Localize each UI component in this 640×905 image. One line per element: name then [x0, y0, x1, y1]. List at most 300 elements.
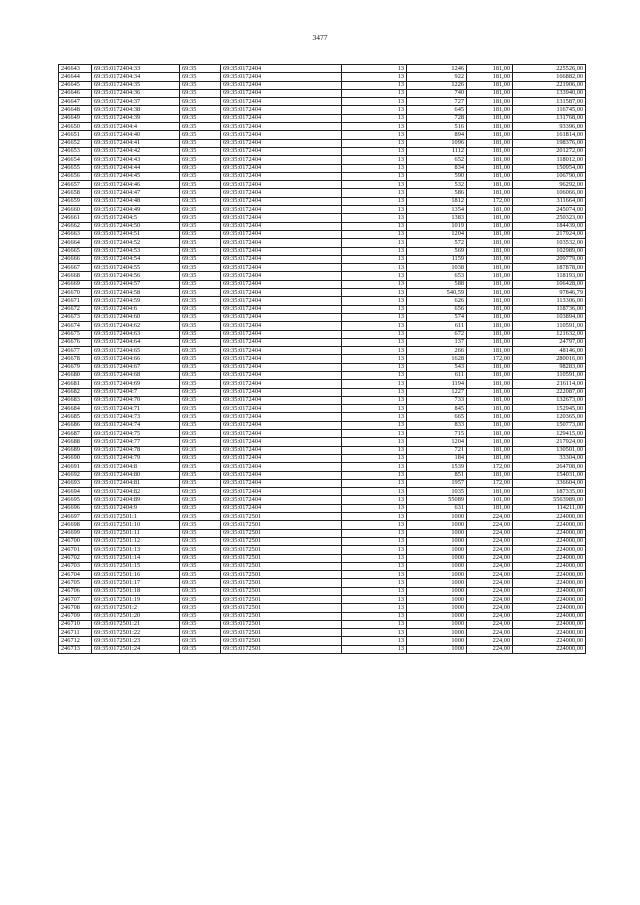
table-row [59, 537, 586, 545]
rate-cell: 181,00 [467, 239, 513, 247]
cadastral-number-cell: 69:35:0172404:53 [92, 247, 180, 255]
area-cell: 569 [407, 247, 467, 255]
value-cell: 150954,00 [513, 164, 586, 172]
rate-cell: 224,00 [467, 620, 513, 628]
table-row [59, 645, 586, 653]
table-row [59, 239, 586, 247]
region-code-cell: 69:35 [180, 637, 221, 645]
row-id-cell: 246646 [59, 89, 92, 97]
cadastral-block-cell: 69:35:0172404 [221, 371, 342, 379]
region-code-cell: 69:35 [180, 371, 221, 379]
category-code-cell: 13 [342, 222, 407, 230]
cadastral-block-cell: 69:35:0172501 [221, 587, 342, 595]
category-code-cell: 13 [342, 546, 407, 554]
table-row [59, 272, 586, 280]
category-code-cell: 13 [342, 463, 407, 471]
rate-cell: 181,00 [467, 206, 513, 214]
table-row [59, 388, 586, 396]
cadastral-block-cell: 69:35:0172404 [221, 313, 342, 321]
cadastral-number-cell: 69:35:0172404:56 [92, 272, 180, 280]
row-id-cell: 246681 [59, 380, 92, 388]
value-cell: 245074,00 [513, 206, 586, 214]
area-cell: 1159 [407, 255, 467, 263]
rate-cell: 181,00 [467, 363, 513, 371]
page-number: 3477 [312, 33, 328, 42]
region-code-cell: 69:35 [180, 396, 221, 404]
cadastral-block-cell: 69:35:0172404 [221, 197, 342, 205]
category-code-cell: 13 [342, 529, 407, 537]
category-code-cell: 13 [342, 247, 407, 255]
area-cell: 611 [407, 371, 467, 379]
table-row [59, 363, 586, 371]
area-cell: 672 [407, 330, 467, 338]
cadastral-block-cell: 69:35:0172404 [221, 114, 342, 122]
category-code-cell: 13 [342, 396, 407, 404]
rate-cell: 181,00 [467, 322, 513, 330]
rate-cell: 181,00 [467, 454, 513, 462]
category-code-cell: 13 [342, 139, 407, 147]
rate-cell: 224,00 [467, 529, 513, 537]
row-id-cell: 246670 [59, 289, 92, 297]
cadastral-number-cell: 69:35:0172404:81 [92, 479, 180, 487]
table-row [59, 181, 586, 189]
table-row [59, 106, 586, 114]
region-code-cell: 69:35 [180, 313, 221, 321]
value-cell: 216114,00 [513, 380, 586, 388]
value-cell: 24797,00 [513, 338, 586, 346]
cadastral-number-cell: 69:35:0172404:41 [92, 139, 180, 147]
row-id-cell: 246705 [59, 579, 92, 587]
rate-cell: 224,00 [467, 587, 513, 595]
region-code-cell: 69:35 [180, 98, 221, 106]
rate-cell: 181,00 [467, 280, 513, 288]
value-cell: 161814,00 [513, 131, 586, 139]
region-code-cell: 69:35 [180, 596, 221, 604]
region-code-cell: 69:35 [180, 513, 221, 521]
value-cell: 130501,00 [513, 446, 586, 454]
cadastral-number-cell: 69:35:0172404:50 [92, 222, 180, 230]
cadastral-number-cell: 69:35:0172404:64 [92, 338, 180, 346]
area-cell: 1000 [407, 612, 467, 620]
cadastral-block-cell: 69:35:0172404 [221, 388, 342, 396]
row-id-cell: 246693 [59, 479, 92, 487]
region-code-cell: 69:35 [180, 214, 221, 222]
cadastral-number-cell: 69:35:0172404:73 [92, 413, 180, 421]
region-code-cell: 69:35 [180, 255, 221, 263]
cadastral-block-cell: 69:35:0172501 [221, 513, 342, 521]
cadastral-number-cell: 69:35:0172501:19 [92, 596, 180, 604]
cadastral-number-cell: 69:35:0172404:60 [92, 313, 180, 321]
cadastral-number-cell: 69:35:0172501:11 [92, 529, 180, 537]
value-cell: 217924,00 [513, 438, 586, 446]
cadastral-number-cell: 69:35:0172501:13 [92, 546, 180, 554]
category-code-cell: 13 [342, 131, 407, 139]
table-row [59, 330, 586, 338]
area-cell: 851 [407, 471, 467, 479]
region-code-cell: 69:35 [180, 230, 221, 238]
region-code-cell: 69:35 [180, 305, 221, 313]
cadastral-number-cell: 69:35:0172501:24 [92, 645, 180, 653]
rate-cell: 181,00 [467, 504, 513, 512]
row-id-cell: 246656 [59, 172, 92, 180]
rate-cell: 181,00 [467, 272, 513, 280]
region-code-cell: 69:35 [180, 562, 221, 570]
region-code-cell: 69:35 [180, 197, 221, 205]
row-id-cell: 246677 [59, 347, 92, 355]
category-code-cell: 13 [342, 89, 407, 97]
table-row [59, 206, 586, 214]
cadastral-block-cell: 69:35:0172404 [221, 322, 342, 330]
area-cell: 1000 [407, 579, 467, 587]
row-id-cell: 246710 [59, 620, 92, 628]
cadastral-block-cell: 69:35:0172404 [221, 139, 342, 147]
cadastral-block-cell: 69:35:0172404 [221, 355, 342, 363]
region-code-cell: 69:35 [180, 322, 221, 330]
category-code-cell: 13 [342, 280, 407, 288]
category-code-cell: 13 [342, 355, 407, 363]
cadastral-number-cell: 69:35:0172501:17 [92, 579, 180, 587]
area-cell: 1000 [407, 521, 467, 529]
category-code-cell: 13 [342, 388, 407, 396]
area-cell: 540,59 [407, 289, 467, 297]
cadastral-block-cell: 69:35:0172404 [221, 89, 342, 97]
rate-cell: 181,00 [467, 471, 513, 479]
table-row [59, 147, 586, 155]
category-code-cell: 13 [342, 521, 407, 529]
row-id-cell: 246686 [59, 421, 92, 429]
row-id-cell: 246689 [59, 446, 92, 454]
category-code-cell: 13 [342, 438, 407, 446]
category-code-cell: 13 [342, 264, 407, 272]
category-code-cell: 13 [342, 313, 407, 321]
cadastral-block-cell: 69:35:0172404 [221, 405, 342, 413]
area-cell: 1019 [407, 222, 467, 230]
value-cell: 103532,00 [513, 239, 586, 247]
cadastral-block-cell: 69:35:0172404 [221, 446, 342, 454]
value-cell: 224000,00 [513, 596, 586, 604]
value-cell: 113306,00 [513, 297, 586, 305]
cadastral-block-cell: 69:35:0172404 [221, 338, 342, 346]
row-id-cell: 246713 [59, 645, 92, 653]
category-code-cell: 13 [342, 479, 407, 487]
region-code-cell: 69:35 [180, 189, 221, 197]
region-code-cell: 69:35 [180, 579, 221, 587]
cadastral-number-cell: 69:35:0172501:10 [92, 521, 180, 529]
table-row [59, 496, 586, 504]
area-cell: 516 [407, 123, 467, 131]
region-code-cell: 69:35 [180, 264, 221, 272]
region-code-cell: 69:35 [180, 571, 221, 579]
cadastral-block-cell: 69:35:0172404 [221, 65, 342, 73]
row-id-cell: 246701 [59, 546, 92, 554]
value-cell: 152945,00 [513, 405, 586, 413]
value-cell: 224000,00 [513, 620, 586, 628]
region-code-cell: 69:35 [180, 388, 221, 396]
table-row [59, 637, 586, 645]
area-cell: 665 [407, 413, 467, 421]
area-cell: 631 [407, 504, 467, 512]
cadastral-number-cell: 69:35:0172404:71 [92, 405, 180, 413]
value-cell: 133940,00 [513, 89, 586, 97]
cadastral-block-cell: 69:35:0172404 [221, 131, 342, 139]
row-id-cell: 246676 [59, 338, 92, 346]
rate-cell: 181,00 [467, 396, 513, 404]
value-cell: 222087,00 [513, 388, 586, 396]
category-code-cell: 13 [342, 297, 407, 305]
value-cell: 209779,00 [513, 255, 586, 263]
table-row [59, 197, 586, 205]
table-row [59, 131, 586, 139]
value-cell: 224000,00 [513, 529, 586, 537]
area-cell: 1000 [407, 529, 467, 537]
row-id-cell: 246702 [59, 554, 92, 562]
rate-cell: 181,00 [467, 255, 513, 263]
table-row [59, 305, 586, 313]
area-cell: 721 [407, 446, 467, 454]
cadastral-block-cell: 69:35:0172501 [221, 571, 342, 579]
cadastral-block-cell: 69:35:0172404 [221, 413, 342, 421]
value-cell: 224000,00 [513, 513, 586, 521]
cadastral-number-cell: 69:35:0172404:44 [92, 164, 180, 172]
region-code-cell: 69:35 [180, 521, 221, 529]
area-cell: 1383 [407, 214, 467, 222]
cadastral-number-cell: 69:35:0172404:9 [92, 504, 180, 512]
cadastral-block-cell: 69:35:0172404 [221, 81, 342, 89]
category-code-cell: 13 [342, 604, 407, 612]
value-cell: 131587,00 [513, 98, 586, 106]
value-cell: 106428,00 [513, 280, 586, 288]
table-row [59, 488, 586, 496]
parcel-table-body [59, 65, 586, 654]
cadastral-block-cell: 69:35:0172404 [221, 98, 342, 106]
category-code-cell: 13 [342, 206, 407, 214]
area-cell: 1000 [407, 637, 467, 645]
category-code-cell: 13 [342, 446, 407, 454]
cadastral-number-cell: 69:35:0172404:57 [92, 280, 180, 288]
region-code-cell: 69:35 [180, 172, 221, 180]
table-row [59, 247, 586, 255]
region-code-cell: 69:35 [180, 645, 221, 653]
rate-cell: 181,00 [467, 264, 513, 272]
rate-cell: 181,00 [467, 347, 513, 355]
row-id-cell: 246699 [59, 529, 92, 537]
region-code-cell: 69:35 [180, 546, 221, 554]
category-code-cell: 13 [342, 347, 407, 355]
cadastral-number-cell: 69:35:0172404:45 [92, 172, 180, 180]
row-id-cell: 246655 [59, 164, 92, 172]
row-id-cell: 246707 [59, 596, 92, 604]
category-code-cell: 13 [342, 629, 407, 637]
row-id-cell: 246663 [59, 230, 92, 238]
cadastral-number-cell: 69:35:0172501:22 [92, 629, 180, 637]
cadastral-number-cell: 69:35:0172404:47 [92, 189, 180, 197]
category-code-cell: 13 [342, 454, 407, 462]
cadastral-block-cell: 69:35:0172404 [221, 272, 342, 280]
cadastral-block-cell: 69:35:0172404 [221, 230, 342, 238]
category-code-cell: 13 [342, 371, 407, 379]
table-row [59, 139, 586, 147]
category-code-cell: 13 [342, 73, 407, 81]
cadastral-number-cell: 69:35:0172404:89 [92, 496, 180, 504]
category-code-cell: 13 [342, 338, 407, 346]
value-cell: 187878,00 [513, 264, 586, 272]
row-id-cell: 246673 [59, 313, 92, 321]
region-code-cell: 69:35 [180, 504, 221, 512]
value-cell: 224000,00 [513, 562, 586, 570]
category-code-cell: 13 [342, 587, 407, 595]
rate-cell: 181,00 [467, 172, 513, 180]
cadastral-number-cell: 69:35:0172404:7 [92, 388, 180, 396]
row-id-cell: 246688 [59, 438, 92, 446]
row-id-cell: 246684 [59, 405, 92, 413]
cadastral-block-cell: 69:35:0172404 [221, 164, 342, 172]
table-row [59, 438, 586, 446]
row-id-cell: 246687 [59, 430, 92, 438]
region-code-cell: 69:35 [180, 479, 221, 487]
category-code-cell: 13 [342, 488, 407, 496]
table-row [59, 289, 586, 297]
cadastral-block-cell: 69:35:0172501 [221, 612, 342, 620]
rate-cell: 181,00 [467, 438, 513, 446]
region-code-cell: 69:35 [180, 114, 221, 122]
area-cell: 55089 [407, 496, 467, 504]
region-code-cell: 69:35 [180, 147, 221, 155]
value-cell: 224000,00 [513, 645, 586, 653]
category-code-cell: 13 [342, 289, 407, 297]
table-row [59, 546, 586, 554]
area-cell: 1035 [407, 488, 467, 496]
rate-cell: 172,00 [467, 355, 513, 363]
rate-cell: 181,00 [467, 222, 513, 230]
area-cell: 1000 [407, 546, 467, 554]
cadastral-block-cell: 69:35:0172404 [221, 156, 342, 164]
value-cell: 224000,00 [513, 521, 586, 529]
value-cell: 225526,00 [513, 65, 586, 73]
rate-cell: 181,00 [467, 189, 513, 197]
row-id-cell: 246645 [59, 81, 92, 89]
category-code-cell: 13 [342, 645, 407, 653]
category-code-cell: 13 [342, 596, 407, 604]
category-code-cell: 13 [342, 322, 407, 330]
cadastral-number-cell: 69:35:0172404:77 [92, 438, 180, 446]
row-id-cell: 246683 [59, 396, 92, 404]
rate-cell: 181,00 [467, 405, 513, 413]
rate-cell: 172,00 [467, 463, 513, 471]
cadastral-number-cell: 69:35:0172404:62 [92, 322, 180, 330]
category-code-cell: 13 [342, 405, 407, 413]
rate-cell: 181,00 [467, 313, 513, 321]
category-code-cell: 13 [342, 430, 407, 438]
value-cell: 98283,00 [513, 363, 586, 371]
cadastral-block-cell: 69:35:0172501 [221, 521, 342, 529]
cadastral-block-cell: 69:35:0172404 [221, 247, 342, 255]
rate-cell: 181,00 [467, 297, 513, 305]
rate-cell: 224,00 [467, 537, 513, 545]
area-cell: 1000 [407, 620, 467, 628]
value-cell: 187335,00 [513, 488, 586, 496]
value-cell: 103894,00 [513, 313, 586, 321]
area-cell: 894 [407, 131, 467, 139]
cadastral-block-cell: 69:35:0172404 [221, 147, 342, 155]
cadastral-number-cell: 69:35:0172501:23 [92, 637, 180, 645]
cadastral-number-cell: 69:35:0172404:63 [92, 330, 180, 338]
category-code-cell: 13 [342, 612, 407, 620]
cadastral-block-cell: 69:35:0172501 [221, 546, 342, 554]
rate-cell: 181,00 [467, 338, 513, 346]
row-id-cell: 246653 [59, 147, 92, 155]
cadastral-block-cell: 69:35:0172404 [221, 454, 342, 462]
value-cell: 121632,00 [513, 330, 586, 338]
value-cell: 224000,00 [513, 629, 586, 637]
cadastral-number-cell: 69:35:0172404:5 [92, 214, 180, 222]
area-cell: 1204 [407, 438, 467, 446]
category-code-cell: 13 [342, 156, 407, 164]
row-id-cell: 246666 [59, 255, 92, 263]
cadastral-block-cell: 69:35:0172501 [221, 537, 342, 545]
category-code-cell: 13 [342, 637, 407, 645]
area-cell: 137 [407, 338, 467, 346]
rate-cell: 181,00 [467, 81, 513, 89]
table-row [59, 123, 586, 131]
cadastral-block-cell: 69:35:0172404 [221, 380, 342, 388]
cadastral-number-cell: 69:35:0172501:14 [92, 554, 180, 562]
area-cell: 1194 [407, 380, 467, 388]
cadastral-block-cell: 69:35:0172501 [221, 554, 342, 562]
value-cell: 224000,00 [513, 612, 586, 620]
cadastral-number-cell: 69:35:0172404:74 [92, 421, 180, 429]
cadastral-block-cell: 69:35:0172404 [221, 363, 342, 371]
row-id-cell: 246669 [59, 280, 92, 288]
table-row [59, 322, 586, 330]
category-code-cell: 13 [342, 123, 407, 131]
table-row [59, 421, 586, 429]
region-code-cell: 69:35 [180, 330, 221, 338]
value-cell: 224000,00 [513, 537, 586, 545]
cadastral-number-cell: 69:35:0172501:12 [92, 537, 180, 545]
value-cell: 96292,00 [513, 181, 586, 189]
cadastral-block-cell: 69:35:0172404 [221, 280, 342, 288]
row-id-cell: 246696 [59, 504, 92, 512]
row-id-cell: 246668 [59, 272, 92, 280]
region-code-cell: 69:35 [180, 629, 221, 637]
category-code-cell: 13 [342, 562, 407, 570]
rate-cell: 181,00 [467, 114, 513, 122]
rate-cell: 224,00 [467, 521, 513, 529]
area-cell: 1957 [407, 479, 467, 487]
table-row [59, 430, 586, 438]
value-cell: 131768,00 [513, 114, 586, 122]
region-code-cell: 69:35 [180, 537, 221, 545]
value-cell: 336604,00 [513, 479, 586, 487]
table-row [59, 504, 586, 512]
rate-cell: 224,00 [467, 546, 513, 554]
row-id-cell: 246657 [59, 181, 92, 189]
value-cell: 224000,00 [513, 604, 586, 612]
cadastral-number-cell: 69:35:0172404:78 [92, 446, 180, 454]
area-cell: 1246 [407, 65, 467, 73]
value-cell: 201272,00 [513, 147, 586, 155]
value-cell: 184439,00 [513, 222, 586, 230]
table-row [59, 189, 586, 197]
area-cell: 1112 [407, 147, 467, 155]
cadastral-number-cell: 69:35:0172404:35 [92, 81, 180, 89]
table-row [59, 297, 586, 305]
cadastral-block-cell: 69:35:0172501 [221, 637, 342, 645]
cadastral-number-cell: 69:35:0172404:79 [92, 454, 180, 462]
value-cell: 102989,00 [513, 247, 586, 255]
category-code-cell: 13 [342, 537, 407, 545]
cadastral-number-cell: 69:35:0172404:43 [92, 156, 180, 164]
